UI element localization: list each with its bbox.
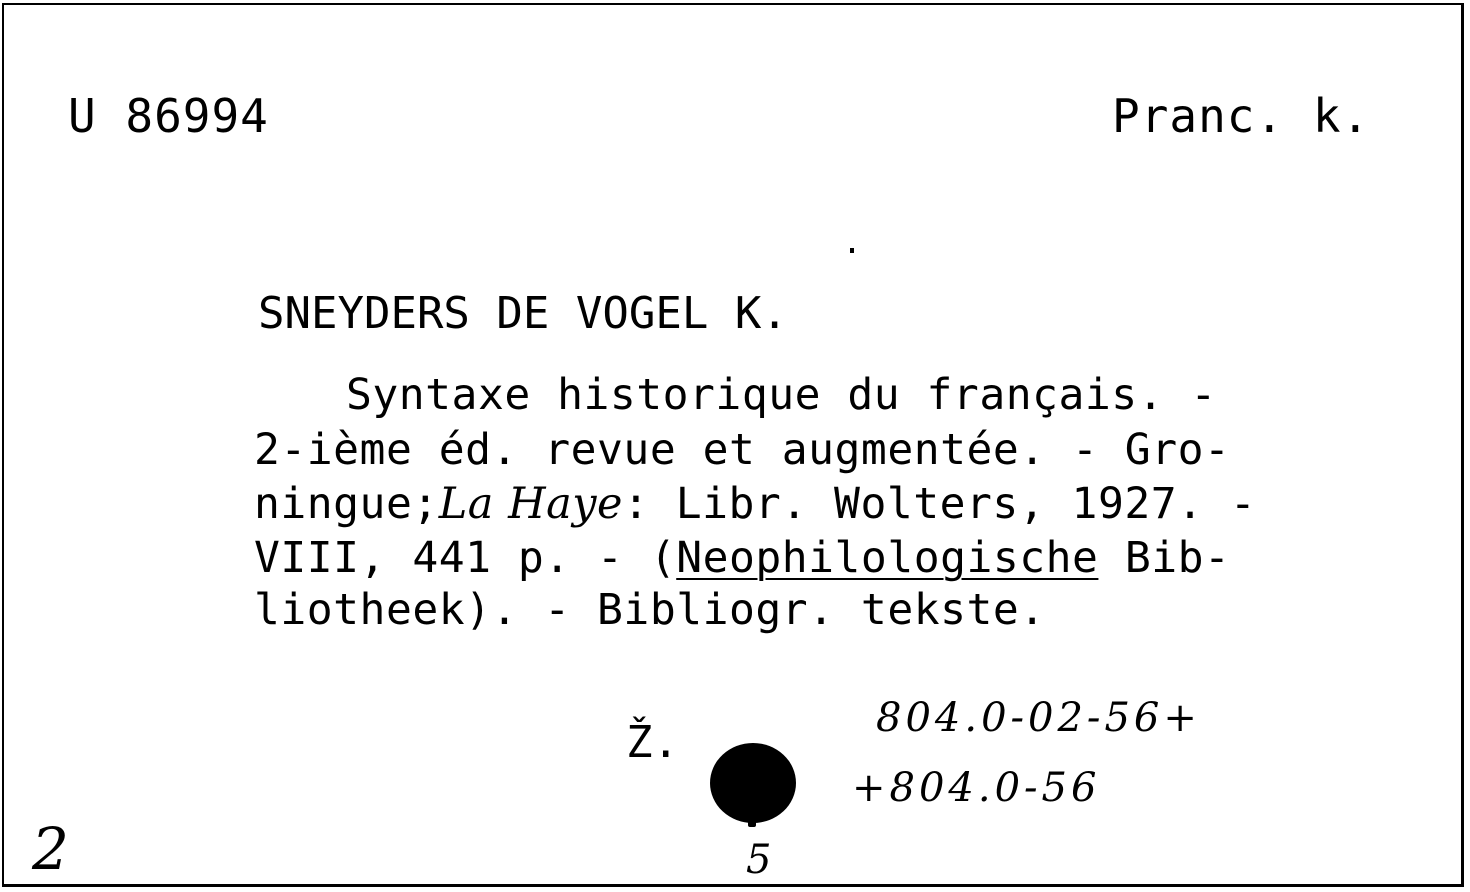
imprint-line — [254, 479, 1256, 529]
imprint-place-handwritten: La Haye — [438, 479, 623, 529]
handwritten-number-5: 5 — [746, 837, 772, 883]
edition-line: 2-ième éd. revue et augmentée. - Gro- — [254, 425, 1231, 475]
z-mark: Ž. — [626, 717, 679, 768]
collation-text: VIII, 441 p. - ( — [254, 533, 677, 583]
imprint-publisher: : Libr. Wolters, 1927. - — [622, 479, 1257, 529]
classification-code-1: 804.0-02-56+ — [876, 695, 1201, 741]
ink-speck — [850, 248, 854, 253]
author-heading: SNEYDERS DE VOGEL K. — [258, 288, 788, 339]
punched-hole-tail — [748, 817, 756, 827]
imprint-place: ningue; — [254, 479, 439, 529]
classification-code-2: +804.0-56 — [852, 765, 1101, 811]
handwritten-number-2: 2 — [32, 815, 69, 883]
collation-line — [254, 533, 1230, 583]
call-number: U 86994 — [68, 89, 269, 143]
title-line-1: Syntaxe historique du français. - — [346, 370, 1217, 420]
series-continued: Bib- — [1098, 533, 1231, 583]
catalog-card — [2, 3, 1464, 887]
department-code: Pranc. k. — [1112, 89, 1371, 143]
notes-line: liotheek). - Bibliogr. tekste. — [254, 585, 1046, 635]
series-title: Neophilologische — [676, 533, 1099, 583]
punched-hole — [710, 743, 796, 823]
